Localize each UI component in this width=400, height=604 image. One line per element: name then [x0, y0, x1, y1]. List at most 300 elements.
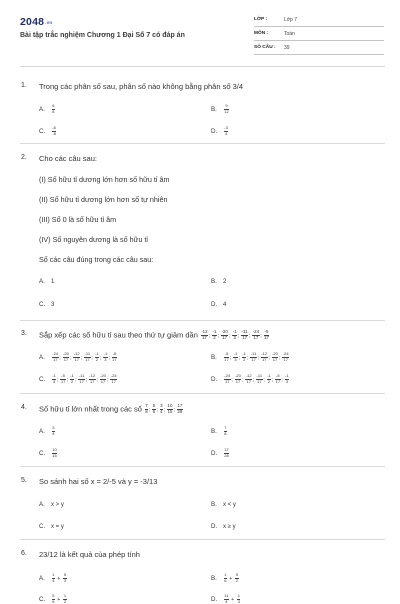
- fraction-denominator: 3: [234, 356, 237, 362]
- fraction-numerator: 10: [167, 403, 173, 408]
- fraction: [73, 351, 83, 362]
- option-letter: D.: [211, 301, 218, 308]
- fraction: [52, 448, 57, 458]
- fraction: [261, 352, 268, 362]
- fraction: [52, 594, 55, 604]
- option-c[interactable]: [39, 594, 67, 604]
- meta-count-key: SỐ CÂU :: [254, 45, 276, 50]
- fraction-numerator: 5: [235, 572, 239, 577]
- option-d[interactable]: [211, 301, 226, 308]
- fraction-numerator: -12: [245, 373, 252, 378]
- fraction: [221, 329, 231, 341]
- fraction: [52, 426, 55, 436]
- question-number: 3.: [21, 330, 27, 337]
- fraction: [235, 374, 242, 384]
- fraction: [272, 352, 279, 362]
- option-letter: C.: [39, 375, 46, 383]
- fraction: [224, 594, 229, 604]
- option-letter: A.: [39, 574, 45, 582]
- fraction-numerator: -20: [63, 351, 69, 356]
- option-letter: C.: [39, 127, 46, 135]
- fraction-denominator: 3: [285, 378, 288, 384]
- question-divider: [20, 539, 385, 540]
- fraction: [224, 426, 227, 436]
- fraction-numerator: -1: [70, 373, 74, 378]
- question-text-label: Số hữu tỉ lớn nhất trong các số: [39, 404, 142, 414]
- separator: +: [55, 596, 62, 603]
- option-d[interactable]: [211, 594, 241, 604]
- fraction-denominator: 15: [52, 452, 57, 458]
- fraction-denominator: 8: [145, 408, 148, 414]
- fraction-denominator: 17: [235, 378, 241, 384]
- fraction: [237, 594, 240, 604]
- document-title: Bài tập trắc nghiệm Chương 1 Đại Số 7 có đáp án: [20, 32, 185, 39]
- fraction: [264, 330, 270, 341]
- option-a[interactable]: [39, 278, 54, 285]
- fraction-numerator: 1: [224, 572, 227, 577]
- option-c[interactable]: [39, 301, 54, 308]
- fraction: [232, 329, 240, 341]
- fraction: [224, 126, 229, 136]
- statement-1: (I) Số hữu tỉ dương lớn hơn số hữu tỉ âm: [39, 175, 170, 184]
- option-c[interactable]: [39, 523, 64, 530]
- fraction-numerator: -1: [267, 373, 271, 378]
- question-text: Trong các phân số sau, phân số nào không bằng phân số 3/4: [39, 82, 244, 91]
- fraction: [84, 351, 93, 362]
- fraction: [103, 352, 108, 362]
- fraction-numerator: -1: [233, 351, 238, 356]
- fraction-numerator: -1: [242, 351, 246, 356]
- fraction-numerator: -12: [89, 373, 96, 378]
- option-a[interactable]: [39, 573, 67, 583]
- fraction: [160, 403, 166, 415]
- option-letter: D.: [211, 595, 218, 603]
- separator: ;: [249, 333, 251, 340]
- option-letter: C.: [39, 595, 46, 603]
- fraction-numerator: 5: [63, 572, 67, 577]
- option-d[interactable]: [211, 523, 236, 530]
- fraction-numerator: -5: [224, 351, 229, 356]
- fraction-numerator: -20: [235, 373, 241, 378]
- separator: +: [229, 596, 236, 603]
- option-value: 2: [223, 279, 227, 285]
- fraction-denominator: 17: [272, 356, 278, 362]
- option-letter: B.: [211, 105, 217, 113]
- fraction-numerator: -24: [282, 351, 289, 356]
- fraction-numerator: -1: [285, 373, 289, 378]
- fraction-numerator: -5: [276, 373, 280, 378]
- separator: ;: [91, 354, 93, 361]
- fraction: [267, 374, 272, 384]
- separator: ;: [163, 407, 166, 414]
- fraction: [201, 329, 211, 341]
- fraction-denominator: 4: [224, 130, 228, 136]
- fraction: [235, 573, 238, 583]
- fraction-denominator: 3: [63, 577, 67, 583]
- question-divider: [20, 143, 385, 144]
- option-letter: A.: [39, 278, 45, 285]
- meta-class-key: LỚP :: [254, 17, 268, 22]
- fraction-numerator: 1: [63, 593, 67, 598]
- option-d[interactable]: [211, 448, 230, 458]
- fraction-denominator: 17: [251, 356, 256, 362]
- meta-count: [254, 44, 384, 55]
- fraction-numerator: -20: [100, 373, 106, 378]
- fraction-denominator: 17: [242, 334, 248, 340]
- fraction-numerator: -11: [84, 351, 91, 356]
- meta-count-value: 39: [284, 45, 290, 51]
- fraction-denominator: 17: [85, 356, 90, 362]
- separator: ;: [260, 333, 262, 340]
- fraction-numerator: -11: [78, 373, 85, 378]
- option-letter: B.: [211, 353, 217, 361]
- meta-subject-key: MÔN :: [254, 31, 269, 36]
- question-text-label: Sắp xếp các số hữu tỉ sau theo thứ tự giảm dần: [39, 330, 198, 340]
- fraction-denominator: 17: [201, 334, 207, 340]
- question-divider: [20, 393, 385, 394]
- fraction-numerator: -11: [256, 373, 263, 378]
- option-a[interactable]: [39, 352, 118, 362]
- separator: ;: [107, 376, 109, 383]
- fraction-denominator: 6: [224, 577, 227, 583]
- fraction-denominator: 3: [52, 378, 56, 384]
- fraction: [100, 374, 107, 384]
- fraction-numerator: 1: [237, 593, 240, 598]
- fraction: [78, 374, 84, 384]
- fraction-numerator: -5: [112, 351, 117, 356]
- fraction-numerator: -20: [221, 329, 228, 334]
- fraction: [60, 374, 65, 384]
- separator: ;: [99, 354, 102, 361]
- option-letter: C.: [39, 523, 46, 530]
- question-number: 2.: [21, 154, 27, 161]
- fraction: [145, 403, 151, 415]
- fraction-denominator: 17: [261, 356, 267, 362]
- separator: ;: [208, 333, 211, 340]
- separator: ;: [252, 376, 255, 383]
- fraction-denominator: 17: [111, 378, 116, 384]
- fraction: [177, 404, 183, 415]
- option-letter: D.: [211, 375, 218, 383]
- separator: ;: [231, 376, 233, 383]
- fraction-numerator: -11: [241, 329, 248, 334]
- question-text: So sánh hai số x = 2/-5 và y = -3/13: [39, 477, 158, 486]
- fraction-denominator: 17: [100, 378, 106, 384]
- fraction: [252, 329, 262, 341]
- fraction-numerator: -11: [250, 351, 257, 356]
- fraction: [224, 104, 229, 114]
- fraction-denominator: 17: [253, 334, 259, 340]
- meta-subject: [254, 30, 384, 41]
- option-b[interactable]: [211, 352, 290, 362]
- fraction: [242, 352, 247, 362]
- option-letter: B.: [211, 574, 217, 582]
- fraction: [63, 594, 66, 604]
- fraction-denominator: 4: [52, 430, 55, 436]
- fraction-denominator: 4: [52, 577, 55, 583]
- fraction-numerator: 10: [52, 447, 57, 452]
- separator: ;: [80, 354, 83, 361]
- fraction-denominator: 2: [267, 378, 270, 384]
- header-divider: [20, 66, 385, 67]
- fraction-denominator: 17: [257, 378, 262, 384]
- statement-prompt: Số các câu đúng trong các câu sau:: [39, 255, 154, 264]
- fraction: [63, 352, 70, 362]
- option-b[interactable]: [211, 104, 230, 114]
- question-text: [39, 404, 184, 415]
- fraction-numerator: -1: [95, 351, 99, 356]
- fraction-denominator: 17: [89, 378, 95, 384]
- separator: ;: [279, 354, 281, 361]
- fraction-denominator: 28: [177, 408, 183, 414]
- option-value: 1: [51, 279, 55, 285]
- option-c[interactable]: [39, 126, 57, 136]
- separator: ;: [242, 376, 244, 383]
- fraction-numerator: 5: [52, 593, 55, 598]
- separator: ;: [230, 354, 232, 361]
- logo-text: 2048: [20, 16, 45, 28]
- fraction-denominator: 6: [52, 598, 55, 604]
- separator: ;: [238, 354, 240, 361]
- separator: ;: [148, 407, 151, 414]
- question-text: [39, 330, 270, 341]
- fraction-denominator: 28: [224, 452, 229, 458]
- fraction-numerator: 7: [145, 403, 148, 408]
- fraction-numerator: -3: [224, 125, 228, 130]
- option-letter: B.: [211, 427, 217, 435]
- option-a[interactable]: [39, 104, 56, 114]
- fraction-numerator: -1: [52, 373, 56, 378]
- fraction-numerator: 3: [160, 403, 163, 408]
- fraction-denominator: 17: [222, 334, 228, 340]
- separator: ;: [173, 407, 176, 414]
- fraction-numerator: 7: [224, 425, 227, 430]
- fraction: [167, 403, 176, 415]
- fraction-denominator: -8: [52, 130, 56, 136]
- fraction-denominator: 2: [213, 334, 216, 340]
- fraction-numerator: 17: [177, 403, 183, 408]
- fraction-denominator: 17: [224, 378, 230, 384]
- option-value: x = y: [51, 524, 64, 530]
- fraction-denominator: 3: [104, 356, 107, 362]
- fraction: [212, 329, 220, 341]
- question-number: 5.: [21, 477, 27, 484]
- fraction: [241, 329, 251, 341]
- separator: ;: [75, 376, 77, 383]
- fraction: [89, 374, 96, 384]
- fraction-denominator: 2: [95, 356, 98, 362]
- fraction-numerator: -1: [232, 329, 237, 334]
- meta-class: [254, 16, 384, 27]
- logo-suffix: .vn: [45, 20, 53, 25]
- fraction-numerator: -24: [110, 373, 117, 378]
- fraction: [70, 374, 75, 384]
- separator: ;: [257, 354, 259, 361]
- fraction: [250, 352, 256, 362]
- fraction-numerator: 11: [224, 593, 229, 598]
- option-b[interactable]: [211, 426, 228, 436]
- fraction-denominator: 8: [52, 108, 55, 114]
- option-letter: A.: [39, 427, 45, 435]
- meta-subject-value: Toán: [284, 31, 295, 37]
- document-header: [0, 0, 400, 60]
- separator: ;: [85, 376, 87, 383]
- fraction-numerator: -12: [73, 351, 80, 356]
- separator: ;: [59, 354, 61, 361]
- fraction-denominator: 2: [70, 378, 74, 384]
- option-d[interactable]: [211, 126, 229, 136]
- option-letter: C.: [39, 301, 46, 308]
- fraction-denominator: 17: [275, 378, 281, 384]
- fraction-denominator: 17: [264, 334, 269, 340]
- option-b[interactable]: [211, 573, 239, 583]
- fraction-numerator: -12: [201, 329, 208, 334]
- option-letter: D.: [211, 523, 218, 530]
- meta-class-value: Lớp 7: [284, 17, 298, 23]
- separator: ;: [247, 354, 249, 361]
- option-letter: B.: [211, 501, 217, 508]
- statement-3: (III) Số 0 là số hữu tỉ âm: [39, 215, 117, 224]
- fraction-denominator: 2: [63, 598, 67, 604]
- separator: +: [227, 575, 234, 582]
- fraction-numerator: 1: [52, 572, 55, 577]
- fraction-denominator: 3: [237, 598, 240, 604]
- separator: ;: [156, 407, 158, 414]
- fraction-denominator: 8: [224, 430, 227, 436]
- statement-2: (II) Số hữu tỉ dương lớn hơn số tự nhiên: [39, 195, 168, 204]
- option-a[interactable]: [39, 501, 64, 508]
- statement-4: (IV) Số nguyên dương là số hữu tỉ: [39, 235, 149, 244]
- fraction: [224, 374, 231, 384]
- fraction: [110, 374, 117, 384]
- option-letter: B.: [211, 278, 217, 285]
- fraction: [224, 448, 229, 458]
- question-number: 1.: [21, 82, 27, 89]
- fraction-numerator: -20: [272, 351, 278, 356]
- question-text: Cho các câu sau:: [39, 154, 97, 163]
- question-number: 4.: [21, 404, 27, 411]
- fraction: [275, 373, 283, 384]
- fraction-denominator: 17: [79, 378, 84, 384]
- option-letter: A.: [39, 105, 45, 113]
- fraction-denominator: 4: [225, 598, 228, 604]
- fraction-denominator: 17: [112, 356, 117, 362]
- fraction: [63, 573, 66, 583]
- fraction-denominator: 12: [224, 108, 229, 114]
- fraction-numerator: 3: [52, 425, 55, 430]
- fraction-numerator: -24: [252, 329, 260, 334]
- question-fractions: [144, 404, 184, 415]
- option-value: 3: [51, 302, 55, 308]
- fraction: [285, 374, 290, 384]
- separator: ;: [66, 376, 68, 383]
- fraction: [52, 104, 55, 114]
- fraction-denominator: 4: [160, 408, 163, 414]
- fraction-numerator: -24: [52, 351, 59, 356]
- fraction-numerator: -5: [61, 373, 65, 378]
- fraction: [52, 374, 57, 384]
- fraction-numerator: 17: [224, 447, 229, 452]
- fraction: [224, 573, 227, 583]
- separator: ;: [70, 354, 72, 361]
- separator: ;: [237, 333, 240, 340]
- site-logo[interactable]: [20, 16, 52, 28]
- option-c[interactable]: [39, 448, 58, 458]
- option-letter: D.: [211, 127, 218, 135]
- separator: ;: [268, 354, 270, 361]
- fraction-numerator: -6: [52, 125, 56, 130]
- fraction-denominator: 17: [63, 356, 69, 362]
- fraction-numerator: 6: [52, 103, 55, 108]
- fraction-numerator: -24: [224, 373, 231, 378]
- fraction: [233, 352, 238, 362]
- separator: ;: [281, 376, 283, 383]
- question-divider: [20, 320, 385, 321]
- option-letter: D.: [211, 449, 218, 457]
- fraction: [52, 352, 59, 362]
- option-a[interactable]: [39, 426, 56, 436]
- question-text: 23/12 là kết quả của phép tính: [39, 550, 140, 559]
- fraction: [282, 352, 289, 362]
- fraction: [224, 351, 232, 362]
- fraction: [256, 373, 265, 384]
- separator: ;: [263, 376, 265, 383]
- fraction-denominator: 17: [60, 378, 66, 384]
- option-value: x ≥ y: [223, 524, 236, 530]
- separator: ;: [217, 333, 220, 340]
- fraction-denominator: 17: [224, 356, 229, 362]
- fraction-numerator: -12: [261, 351, 268, 356]
- separator: ;: [108, 354, 110, 361]
- fraction-denominator: 3: [233, 334, 236, 340]
- separator: ;: [229, 333, 231, 340]
- fraction: [245, 373, 255, 384]
- separator: ;: [57, 376, 59, 383]
- fraction-numerator: -1: [103, 351, 108, 356]
- option-c[interactable]: [39, 374, 118, 384]
- fraction-numerator: -5: [264, 329, 269, 334]
- question-fractions: [200, 330, 270, 341]
- fraction-denominator: 17: [246, 378, 251, 384]
- fraction-denominator: 15: [167, 408, 173, 414]
- fraction: [52, 573, 55, 583]
- option-letter: C.: [39, 449, 46, 457]
- option-value: x < y: [223, 502, 236, 508]
- question-divider: [20, 466, 385, 467]
- question-number: 6.: [21, 550, 27, 557]
- fraction-denominator: 17: [74, 356, 79, 362]
- fraction-denominator: 2: [235, 577, 239, 583]
- fraction-denominator: 2: [242, 356, 246, 362]
- option-d[interactable]: [211, 374, 290, 384]
- option-value: 4: [223, 302, 227, 308]
- separator: ;: [271, 376, 274, 383]
- fraction-denominator: 6: [152, 408, 156, 414]
- fraction-numerator: -1: [212, 329, 217, 334]
- separator: ;: [96, 376, 98, 383]
- fraction: [112, 352, 117, 362]
- option-b[interactable]: [211, 501, 236, 508]
- fraction-numerator: 5: [152, 403, 156, 408]
- fraction-denominator: 17: [52, 356, 58, 362]
- option-b[interactable]: [211, 278, 226, 285]
- option-value: x > y: [51, 502, 64, 508]
- option-letter: A.: [39, 501, 45, 508]
- fraction-denominator: 17: [283, 356, 288, 362]
- fraction: [52, 126, 57, 136]
- fraction: [95, 352, 100, 362]
- fraction-numerator: 9: [225, 103, 228, 108]
